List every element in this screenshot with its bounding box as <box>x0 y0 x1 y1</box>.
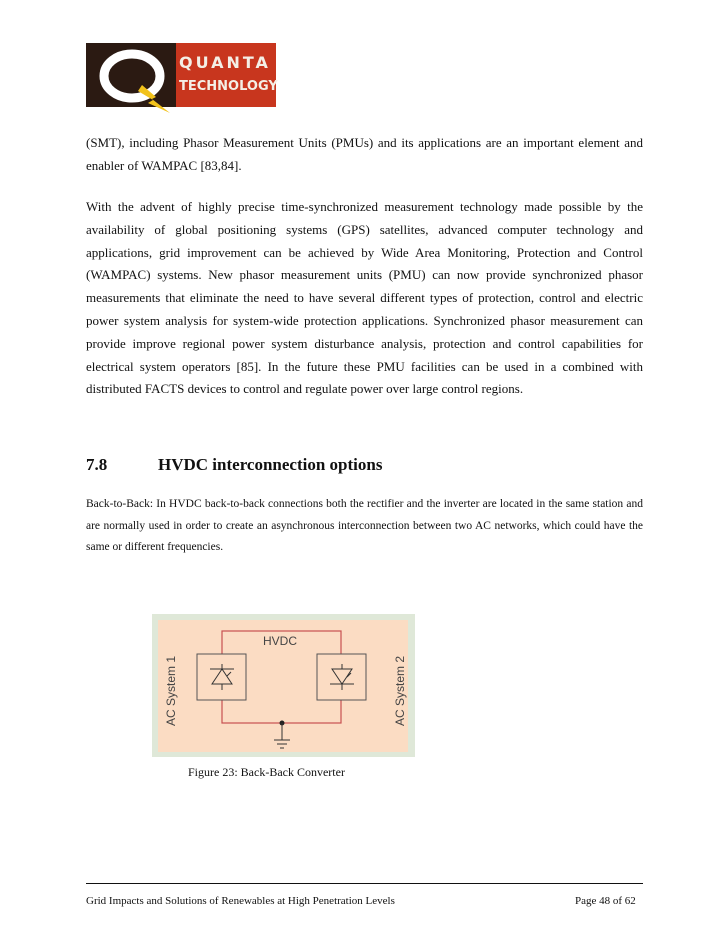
section-number: 7.8 <box>86 455 108 474</box>
logo-line1: QUANTA <box>179 53 271 72</box>
paragraph-2: With the advent of highly precise time-synchronized measurement technology made possible by the availability of global positioning systems (GPS) satellites, advanced computer technology and applications, grid improvement can be achieved by Wide Area Monitoring, Protection and Control (WAMPAC) systems. New phasor measurement units (PMU) can now provide synchronized phasor measurements that eliminate the need to have several different types of protection, control and electric power system analysis for system-wide protection applications. Synchronized phasor measurement can provide improve regional power system disturbance analysis, protection and control capabilities for electrical system operators [85]. In the future these PMU facilities can be used in a combined with distributed FACTS devices to control and regulate power over large control regions. <box>86 199 643 397</box>
section-title: HVDC interconnection options <box>158 455 383 474</box>
page-number: Page 48 of 62 <box>575 895 636 907</box>
quanta-logo <box>86 43 276 121</box>
ac-system-1-label: AC System 1 <box>164 655 178 726</box>
footer-divider <box>86 883 643 884</box>
section-paragraph: Back-to-Back: In HVDC back-to-back connections both the rectifier and the inverter are located in the same station and are normally used in order to create an asynchronous interconnection between two AC networks, which could have the same or different frequencies. <box>86 498 643 553</box>
section-heading <box>86 455 382 475</box>
figure-caption: Figure 23: Back-Back Converter <box>188 765 345 779</box>
logo-line2: TECHNOLOGY <box>179 79 278 94</box>
footer-title: Grid Impacts and Solutions of Renewables at High Penetration Levels <box>86 895 395 907</box>
converter-figure <box>152 614 415 757</box>
back-to-back-diagram <box>152 614 415 757</box>
ac-system-2-label: AC System 2 <box>393 655 407 726</box>
hvdc-label: HVDC <box>262 634 298 648</box>
paragraph-1: (SMT), including Phasor Measurement Units (PMUs) and its applications are an important element and enabler of WAMPAC [83,84]. <box>86 135 643 173</box>
